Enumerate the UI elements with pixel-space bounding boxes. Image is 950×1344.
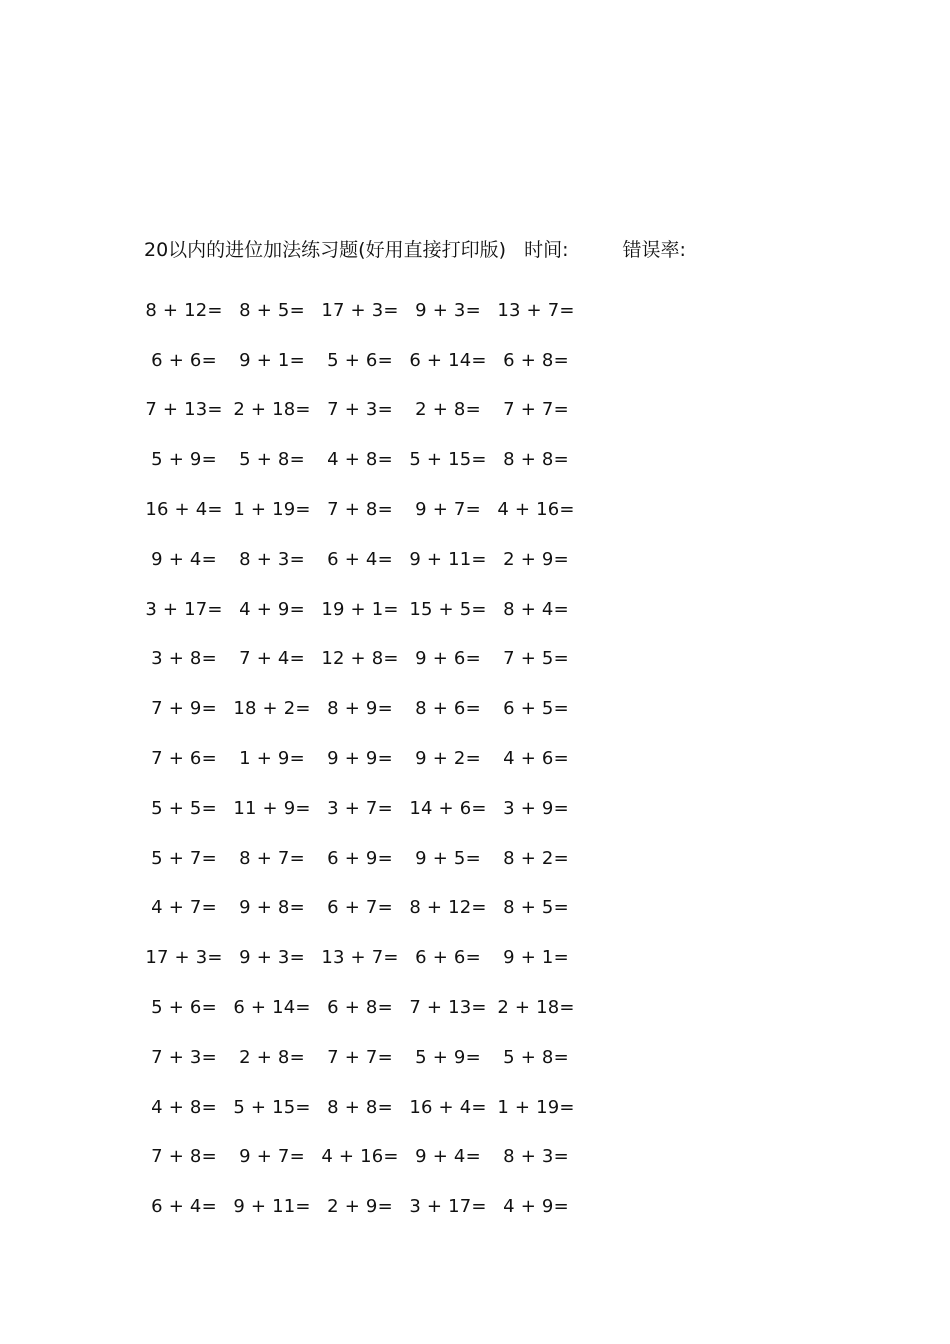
addition-problem: 9 + 4=: [151, 548, 217, 570]
addition-problem: 8 + 9=: [327, 698, 393, 720]
addition-problem: 1 + 19=: [233, 499, 311, 521]
addition-problem: 2 + 9=: [327, 1196, 393, 1218]
addition-problem: 8 + 12=: [409, 897, 487, 919]
addition-problem: 5 + 9=: [415, 1046, 481, 1068]
addition-problem: 2 + 9=: [503, 548, 569, 570]
addition-problem: 6 + 8=: [327, 997, 393, 1019]
addition-problem: 4 + 16=: [321, 1146, 399, 1168]
addition-problem: 7 + 9=: [151, 698, 217, 720]
addition-problem: 7 + 8=: [327, 499, 393, 521]
problem-row: [140, 684, 580, 734]
addition-problem: 7 + 3=: [151, 1046, 217, 1068]
addition-problem: 5 + 5=: [151, 797, 217, 819]
addition-problem: 6 + 5=: [503, 698, 569, 720]
worksheet-title: 20以内的进位加法练习题(好用直接打印版): [144, 239, 507, 261]
problem-row: [140, 933, 580, 983]
addition-problem: 9 + 1=: [239, 349, 305, 371]
addition-problem: 7 + 6=: [151, 748, 217, 770]
addition-problem: 9 + 5=: [415, 847, 481, 869]
addition-problem: 9 + 1=: [503, 947, 569, 969]
problem-row: [140, 635, 580, 685]
addition-problem: 8 + 8=: [327, 1096, 393, 1118]
problem-row: [140, 1182, 580, 1232]
addition-problem: 7 + 7=: [503, 399, 569, 421]
addition-problem: 7 + 4=: [239, 648, 305, 670]
addition-problem: 6 + 4=: [327, 548, 393, 570]
addition-problem: 5 + 8=: [239, 449, 305, 471]
problem-row: [140, 834, 580, 884]
addition-problem: 9 + 7=: [415, 499, 481, 521]
addition-problem: 5 + 15=: [233, 1096, 311, 1118]
addition-problem: 9 + 8=: [239, 897, 305, 919]
addition-problem: 6 + 7=: [327, 897, 393, 919]
problem-row: [140, 1083, 580, 1133]
problem-row: [140, 535, 580, 585]
addition-problem: 4 + 16=: [497, 499, 575, 521]
addition-problem: 8 + 5=: [503, 897, 569, 919]
problem-row: [140, 734, 580, 784]
addition-problem: 6 + 9=: [327, 847, 393, 869]
addition-problem: 5 + 8=: [503, 1046, 569, 1068]
addition-problem: 6 + 4=: [151, 1196, 217, 1218]
addition-problem: 9 + 3=: [415, 299, 481, 321]
addition-problem: 8 + 4=: [503, 598, 569, 620]
addition-problem: 17 + 3=: [321, 299, 399, 321]
addition-problem: 19 + 1=: [321, 598, 399, 620]
addition-problem: 3 + 8=: [151, 648, 217, 670]
problem-row: [140, 485, 580, 535]
problem-row: [140, 884, 580, 934]
addition-problem: 4 + 9=: [239, 598, 305, 620]
addition-problem: 9 + 11=: [233, 1196, 311, 1218]
addition-problem: 7 + 3=: [327, 399, 393, 421]
worksheet-header: [144, 236, 686, 264]
problem-row: [140, 1033, 580, 1083]
addition-problem: 7 + 7=: [327, 1046, 393, 1068]
addition-problem: 6 + 14=: [409, 349, 487, 371]
addition-problem: 6 + 14=: [233, 997, 311, 1019]
problem-row: [140, 983, 580, 1033]
addition-problem: 13 + 7=: [497, 299, 575, 321]
addition-problem: 7 + 5=: [503, 648, 569, 670]
addition-problem: 9 + 2=: [415, 748, 481, 770]
addition-problem: 9 + 7=: [239, 1146, 305, 1168]
addition-problem: 2 + 18=: [497, 997, 575, 1019]
addition-problem: 12 + 8=: [321, 648, 399, 670]
addition-problem: 1 + 9=: [239, 748, 305, 770]
addition-problem: 9 + 3=: [239, 947, 305, 969]
addition-problem: 4 + 6=: [503, 748, 569, 770]
addition-problem: 9 + 4=: [415, 1146, 481, 1168]
addition-problem: 4 + 9=: [503, 1196, 569, 1218]
addition-problem: 5 + 6=: [151, 997, 217, 1019]
addition-problem: 11 + 9=: [233, 797, 311, 819]
addition-problem: 3 + 7=: [327, 797, 393, 819]
problem-row: [140, 585, 580, 635]
addition-problem: 8 + 5=: [239, 299, 305, 321]
addition-problem: 1 + 19=: [497, 1096, 575, 1118]
addition-problem: 14 + 6=: [409, 797, 487, 819]
addition-problem: 8 + 6=: [415, 698, 481, 720]
problem-grid: [140, 286, 580, 1232]
addition-problem: 9 + 9=: [327, 748, 393, 770]
addition-problem: 5 + 9=: [151, 449, 217, 471]
addition-problem: 8 + 8=: [503, 449, 569, 471]
addition-problem: 8 + 3=: [239, 548, 305, 570]
time-label: 时间:: [524, 239, 569, 261]
addition-problem: 4 + 8=: [327, 449, 393, 471]
addition-problem: 16 + 4=: [145, 499, 223, 521]
addition-problem: 8 + 3=: [503, 1146, 569, 1168]
addition-problem: 7 + 13=: [409, 997, 487, 1019]
problem-row: [140, 286, 580, 336]
problem-row: [140, 386, 580, 436]
addition-problem: 5 + 6=: [327, 349, 393, 371]
addition-problem: 5 + 15=: [409, 449, 487, 471]
addition-problem: 6 + 8=: [503, 349, 569, 371]
addition-problem: 3 + 17=: [409, 1196, 487, 1218]
problem-row: [140, 336, 580, 386]
addition-problem: 6 + 6=: [415, 947, 481, 969]
addition-problem: 5 + 7=: [151, 847, 217, 869]
addition-problem: 2 + 8=: [239, 1046, 305, 1068]
addition-problem: 4 + 8=: [151, 1096, 217, 1118]
problem-row: [140, 1133, 580, 1183]
addition-problem: 8 + 2=: [503, 847, 569, 869]
addition-problem: 7 + 8=: [151, 1146, 217, 1168]
addition-problem: 6 + 6=: [151, 349, 217, 371]
addition-problem: 16 + 4=: [409, 1096, 487, 1118]
addition-problem: 18 + 2=: [233, 698, 311, 720]
addition-problem: 3 + 17=: [145, 598, 223, 620]
addition-problem: 8 + 12=: [145, 299, 223, 321]
addition-problem: 9 + 6=: [415, 648, 481, 670]
addition-problem: 2 + 8=: [415, 399, 481, 421]
addition-problem: 2 + 18=: [233, 399, 311, 421]
addition-problem: 3 + 9=: [503, 797, 569, 819]
problem-row: [140, 435, 580, 485]
problem-row: [140, 784, 580, 834]
addition-problem: 8 + 7=: [239, 847, 305, 869]
addition-problem: 4 + 7=: [151, 897, 217, 919]
addition-problem: 15 + 5=: [409, 598, 487, 620]
addition-problem: 17 + 3=: [145, 947, 223, 969]
addition-problem: 13 + 7=: [321, 947, 399, 969]
addition-problem: 9 + 11=: [409, 548, 487, 570]
addition-problem: 7 + 13=: [145, 399, 223, 421]
error-rate-label: 错误率:: [622, 239, 686, 261]
